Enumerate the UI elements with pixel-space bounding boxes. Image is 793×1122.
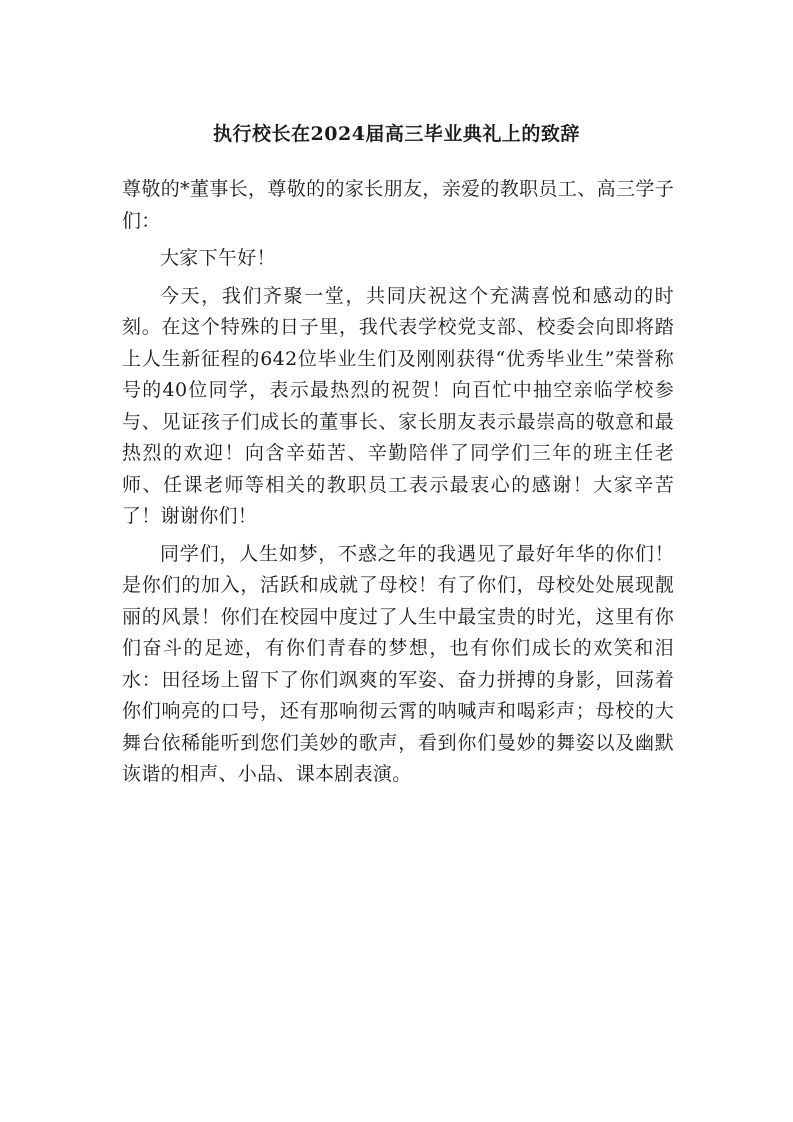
- document-body: [122, 174, 674, 797]
- body-paragraph-1: 今天，我们齐聚一堂，共同庆祝这个充满喜悦和感动的时刻。在这个特殊的日子里，我代表学校党支部、校委会向即将踏上人生新征程的642位毕业生们及刚刚获得“优秀毕业生”荣誉称号的40位同学，表示最热烈的祝贺！向百忙中抽空亲临学校参与、见证孩子们成长的董事长、家长朋友表示最崇高的敬意和最热烈的欢迎！向含辛茹苦、辛勤陪伴了同学们三年的班主任老师、任课老师等相关的教职员工表示最衷心的感谢！大家辛苦了！谢谢你们！: [122, 284, 674, 527]
- greeting-paragraph: 大家下午好！: [160, 247, 276, 269]
- body-paragraph-2: 同学们，人生如梦，不惑之年的我遇见了最好年华的你们！是你们的加入，活跃和成就了母校！有了你们，母校处处展现靓丽的风景！你们在校园中度过了人生中最宝贵的时光，这里有你们奋斗的足迹，有你们青春的梦想，也有你们成长的欢笑和泪水：田径场上留下了你们飒爽的军姿、奋力拼搏的身影，回荡着你们响亮的口号，还有那响彻云霄的呐喊声和喝彩声；母校的大舞台依稀能听到您们美妙的歌声，看到你们曼妙的舞姿以及幽默诙谐的相声、小品、课本剧表演。: [122, 542, 674, 785]
- salutation-paragraph: 尊敬的*董事长，尊敬的的家长朋友，亲爱的教职员工、高三学子们：: [122, 178, 674, 232]
- document-title: 执行校长在2024届高三毕业典礼上的致辞: [213, 123, 580, 145]
